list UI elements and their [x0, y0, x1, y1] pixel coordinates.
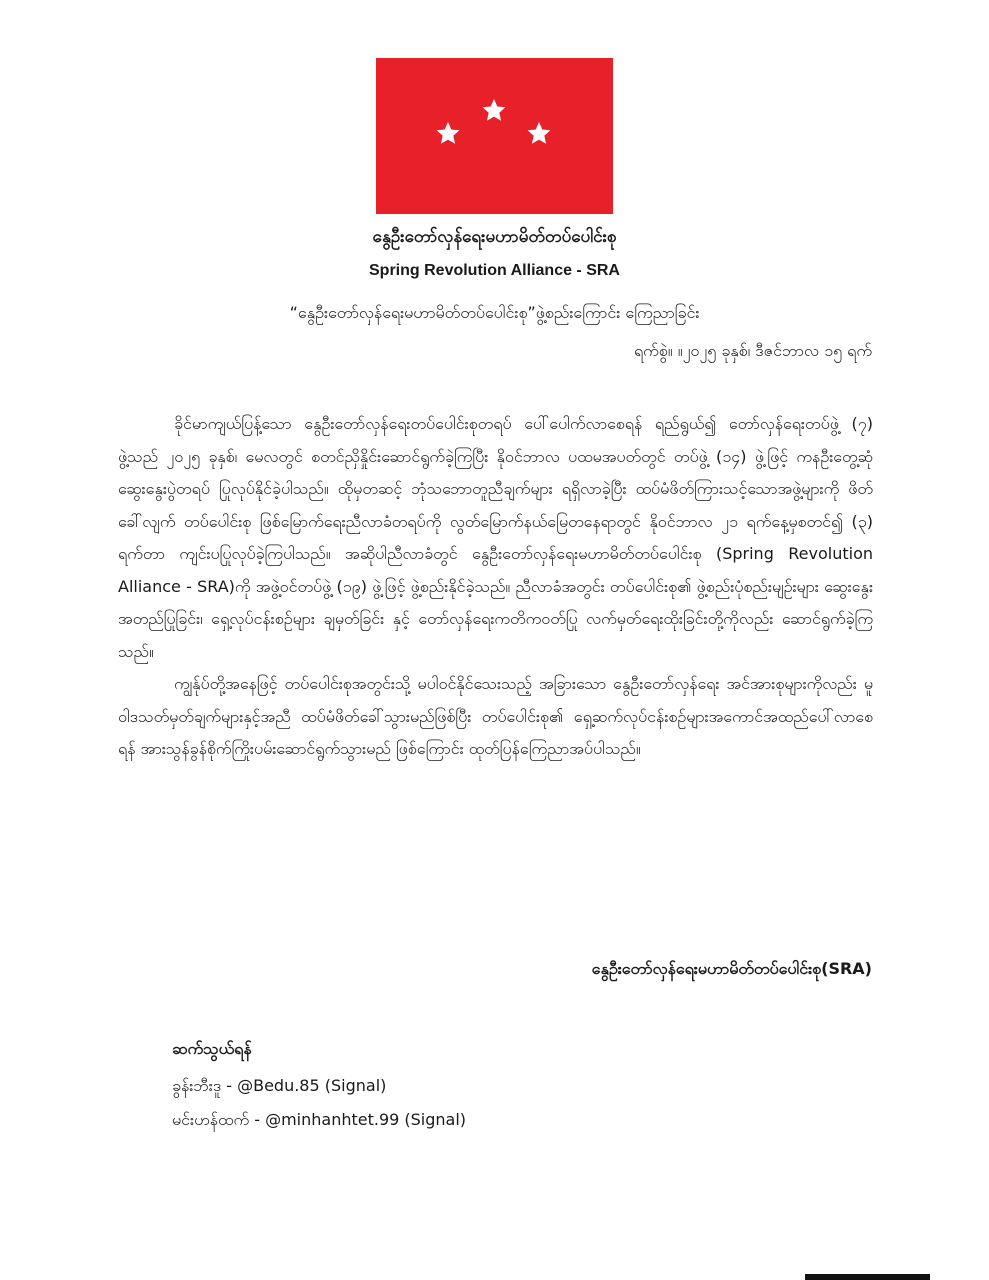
signature: နွေဦးတော်လှန်ရေးမဟာမိတ်တပ်ပေါင်းစု(SRA)	[591, 959, 872, 978]
org-name-myanmar: နွေဦးတော်လှန်ရေးမဟာမိတ်တပ်ပေါင်းစု	[372, 227, 617, 247]
alliance-flag	[376, 58, 613, 214]
announcement-subject: “နွေဦးတော်လှန်ရေးမဟာမိတ်တပ်ပေါင်းစု”ဖွဲ့စည်းကြောင်း ကြေညာခြင်း	[289, 303, 700, 322]
contact-item: မင်းဟန်ထက် - @minhanhtet.99 (Signal)	[172, 1110, 467, 1129]
flag-field	[376, 58, 613, 214]
contact-heading: ဆက်သွယ်ရန်	[172, 1039, 252, 1058]
body-paragraph-1: ခိုင်မာကျယ်ပြန့်သော နွေဦးတော်လှန်ရေးတပ်ပေါင်းစုတရပ် ပေါ်ပေါက်လာစေရန် ရည်ရွယ်၍ တော်လှန်ရေးတပ်ဖွဲ့ (၇) ဖွဲ့သည် ၂၀၂၅ ခုနှစ်၊ မေလတွင် စတင်ညှိနှိုင်းဆောင်ရွက်ခဲ့ကြပြီး နိုဝင်ဘာလ ပထမအပတ်တွင် တပ်ဖွဲ့ (၁၄) ဖွဲ့ဖြင့် ကနဦးတွေ့ဆုံဆွေးနွေးပွဲတရပ် ပြုလုပ်နိုင်ခဲ့ပါသည်။ ထိုမှတဆင့် ဘုံသဘောတူညီချက်များ ရရှိလာခဲ့ပြီး ထပ်မံဖိတ်ကြားသင့်သောအဖွဲ့များကို ဖိတ်ခေါ်လျက် တပ်ပေါင်းစု ဖြစ်မြောက်ရေးညီလာခံတရပ်ကို လွတ်မြောက်နယ်မြေတနေရာတွင် နိုဝင်ဘာလ ၂၁ ရက်နေ့မှစတင်၍ (၃) ရက်တာ ကျင်းပပြုလုပ်ခဲ့ကြပါသည်။ အဆိုပါညီလာခံတွင် နွေဦးတော်လှန်ရေးမဟာမိတ်တပ်ပေါင်းစု (Spring Revolution Alliance - SRA)ကို အဖွဲ့ဝင်တပ်ဖွဲ့ (၁၉) ဖွဲ့ဖြင့် ဖွဲ့စည်းနိုင်ခဲ့သည်။ ညီလာခံအတွင်း တပ်ပေါင်းစု၏ ဖွဲ့စည်းပုံစည်းမျဉ်းများ ဆွေးနွေးအတည်ပြုခြင်း၊ ရှေ့လုပ်ငန်းစဉ်များ ချမှတ်ခြင်း နှင့် တော်လှန်ရေးကတိကဝတ်ပြု လက်မှတ်ရေးထိုးခြင်းတို့ကိုလည်း ဆောင်ရွက်ခဲ့ကြသည်။	[118, 414, 873, 661]
contact-item: ခွန်းဘီးဒူ - @Bedu.85 (Signal)	[172, 1076, 387, 1095]
body-paragraph-2: ကျွန်ုပ်တို့အနေဖြင့် တပ်ပေါင်းစုအတွင်းသို့ မပါဝင်နိုင်သေးသည့် အခြားသော နွေဦးတော်လှန်ရေး အင်အားစုများကိုလည်း မူဝါဒသတ်မှတ်ချက်များနှင့်အညီ ထပ်မံဖိတ်ခေါ်သွားမည်ဖြစ်ပြီး တပ်ပေါင်းစု၏ ရှေ့ဆက်လုပ်ငန်းစဉ်များအကောင်အထည်ပေါ်လာစေရန် အားသွန်ခွန်စိုက်ကြိုးပမ်းဆောင်ရွက်သွားမည် ဖြစ်ကြောင်း ထုတ်ပြန်ကြေညာအပ်ပါသည်။	[118, 674, 873, 758]
org-name-english: Spring Revolution Alliance - SRA	[369, 262, 620, 279]
page-edge-bar	[805, 1274, 930, 1280]
dateline: ရက်စွဲ။ ။၂၀၂၅ ခုနှစ်၊ ဒီဇင်ဘာလ ၁၅ ရက်	[633, 341, 872, 360]
announcement-body	[118, 408, 873, 766]
